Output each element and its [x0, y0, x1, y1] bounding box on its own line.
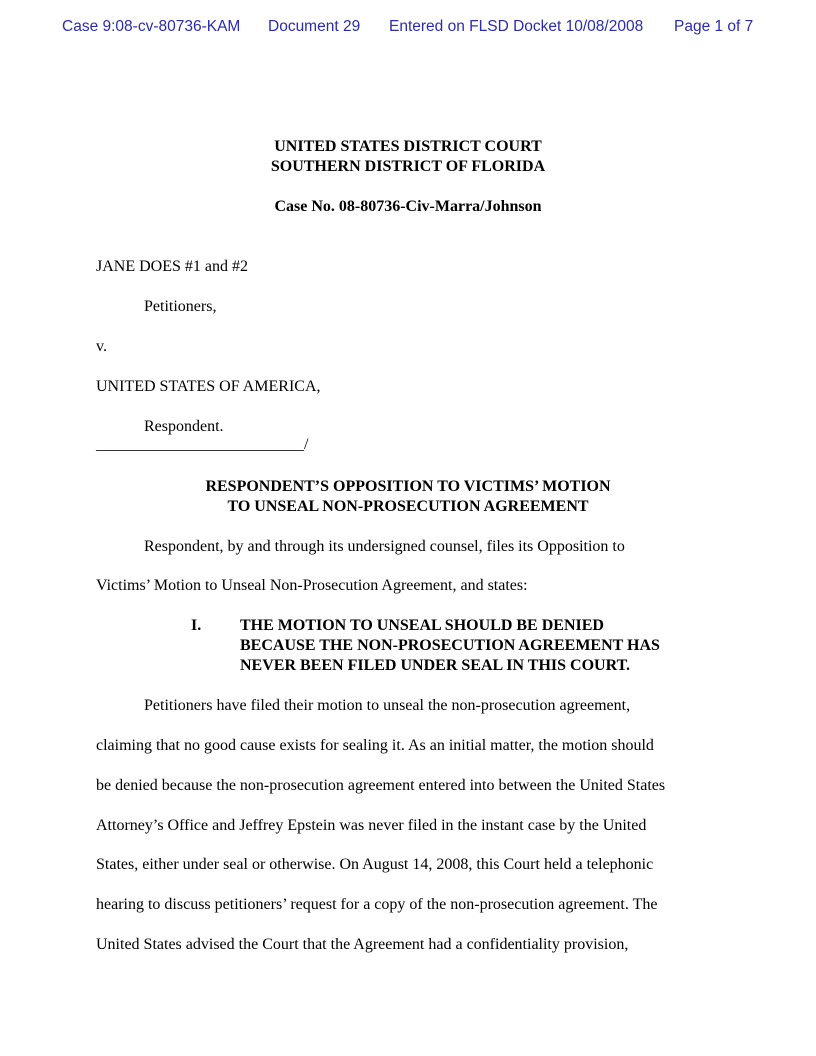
body-line: Attorney’s Office and Jeffrey Epstein was never filed in the instant case by the United — [96, 817, 647, 834]
caption-rule: __________________________/ — [96, 436, 309, 453]
docket-case-number: Case 9:08-cv-80736-KAM — [62, 18, 241, 35]
court-name: UNITED STATES DISTRICT COURT — [274, 138, 542, 155]
petitioners-label: Petitioners, — [144, 298, 217, 315]
document-title-line1: RESPONDENT’S OPPOSITION TO VICTIMS’ MOTION — [205, 478, 611, 495]
section-heading-line: THE MOTION TO UNSEAL SHOULD BE DENIED — [240, 617, 604, 634]
body-line: hearing to discuss petitioners’ request for a copy of the non-prosecution agreement. The — [96, 896, 658, 913]
court-district: SOUTHERN DISTRICT OF FLORIDA — [270, 158, 546, 175]
body-line: claiming that no good cause exists for sealing it. As an initial matter, the motion should — [96, 737, 654, 754]
docket-page-number: Page 1 of 7 — [674, 18, 754, 35]
case-number: Case No. 08-80736-Civ-Marra/Johnson — [274, 198, 542, 215]
section-number: I. — [191, 617, 202, 634]
document-title-line2: TO UNSEAL NON-PROSECUTION AGREEMENT — [227, 498, 589, 515]
body-line: Petitioners have filed their motion to unseal the non-prosecution agreement, — [144, 697, 631, 714]
respondent-name: UNITED STATES OF AMERICA, — [96, 378, 321, 395]
intro-line: Victims’ Motion to Unseal Non-Prosecution Agreement, and states: — [96, 577, 528, 594]
docket-document-number: Document 29 — [268, 18, 361, 35]
section-heading-line: NEVER BEEN FILED UNDER SEAL IN THIS COURT. — [240, 657, 631, 674]
section-heading-line: BECAUSE THE NON-PROSECUTION AGREEMENT HAS — [240, 637, 660, 654]
petitioners-name: JANE DOES #1 and #2 — [96, 258, 248, 275]
intro-line: Respondent, by and through its undersigned counsel, files its Opposition to — [144, 538, 625, 555]
body-line: be denied because the non-prosecution agreement entered into between the United States — [96, 777, 666, 794]
respondent-label: Respondent. — [144, 418, 224, 435]
body-line: States, either under seal or otherwise. On August 14, 2008, this Court held a telephonic — [96, 856, 654, 873]
body-line: United States advised the Court that the Agreement had a confidentiality provision, — [96, 936, 629, 953]
versus: v. — [96, 338, 107, 355]
docket-entry-date: Entered on FLSD Docket 10/08/2008 — [389, 18, 644, 35]
